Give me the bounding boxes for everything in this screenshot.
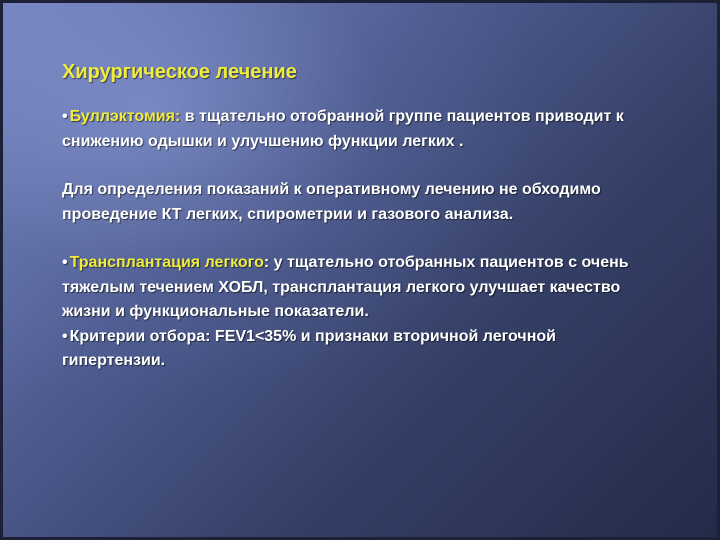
bullet-item-bullectomy [62, 105, 662, 154]
bullectomy-description: в тщательно отобранной группе пациентов приводит к снижению одышки и улучшению функции легких . [62, 108, 624, 150]
paragraph-indications: Для определения показаний к оперативному лечению не обходимо проведение КТ легких, спирометрии и газового анализа. [62, 181, 601, 223]
bullet-symbol: • [62, 254, 68, 271]
spacer [62, 227, 662, 251]
criteria-description: Критерии отбора: FEV1<35% и признаки вторичной легочной гипертензии. [62, 327, 556, 369]
spacer [62, 154, 662, 178]
bullet-symbol: • [62, 327, 68, 345]
transplant-description: : у тщательно отобранных пациентов с очень тяжелым течением ХОБЛ, трансплантация легкого улучшает качество жизни и функциональные показатели. [62, 254, 629, 320]
bullet-item-transplant [62, 251, 662, 325]
slide-title: Хирургическое лечение [62, 61, 297, 83]
term-transplant: Трансплантация легкого [69, 254, 264, 271]
bullet-item-criteria [62, 325, 662, 374]
term-bullectomy: Буллэктомия: [69, 108, 181, 125]
slide-content [62, 59, 662, 374]
bullet-symbol: • [62, 108, 68, 125]
